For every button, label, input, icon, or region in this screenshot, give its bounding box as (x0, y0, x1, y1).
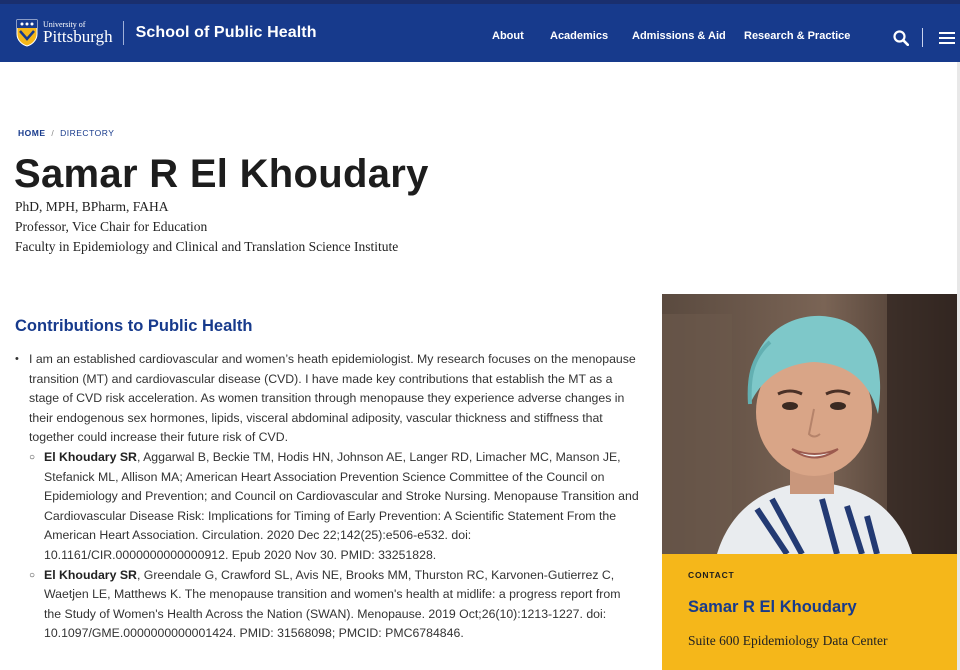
nav-admissions-aid[interactable]: Admissions & Aid (632, 30, 726, 42)
site-header (0, 0, 960, 62)
contact-label: CONTACT (688, 570, 735, 580)
contributions-heading: Contributions to Public Health (15, 317, 253, 335)
breadcrumb (18, 128, 114, 138)
portrait-image (662, 294, 957, 554)
contact-address: Suite 600 Epidemiology Data Center (688, 633, 888, 648)
university-big-text: Pittsburgh (43, 27, 113, 46)
citation-text: , Greendale G, Crawford SL, Avis NE, Brooks MM, Thurston RC, Karvonen-Gutierrez C, Waetjen LE, Matthews K. The menopause transition and women's health at midlife: a progress report from the Study of Women's Health Across the Nation (SWAN). Menopause. 2019 Oct;26(10):1213-1227. doi: 10.1097/GME.0000000000001424. PMID: 31568098; PMCID: PMC6784846. (44, 567, 621, 641)
contribution-summary: I am an established cardiovascular and women’s heath epidemiologist. My research focuses on the menopause transition (MT) and cardiovascular disease (CVD). I have made key contributions that establish the MT as a stage of CVD risk acceleration. As women transition through menopause they experience adverse changes in their endogenous sex hormones, lipids, visceral abdominal adiposity, vascular thickness and stiffness that together could increase their future risk of CVD. (29, 352, 636, 445)
citation-author: El Khoudary SR (44, 567, 137, 582)
university-shield-icon (16, 19, 38, 47)
profile-affiliation: Faculty in Epidemiology and Clinical and Translation Science Institute (15, 239, 399, 254)
breadcrumb-separator: / (51, 128, 55, 138)
circle-bullet-icon: ○ (29, 569, 36, 581)
profile-title: Professor, Vice Chair for Education (15, 219, 208, 234)
breadcrumb-home-link[interactable]: HOME (18, 128, 46, 138)
nav-divider (922, 28, 923, 47)
profile-degrees: PhD, MPH, BPharm, FAHA (15, 199, 169, 214)
contact-card (662, 554, 957, 670)
nav-about[interactable]: About (492, 30, 524, 42)
university-small-text: University of (43, 20, 86, 29)
contributions-list (15, 350, 640, 644)
profile-photo (662, 294, 957, 554)
search-icon[interactable] (893, 30, 909, 46)
university-wordmark (43, 21, 113, 45)
nav-academics[interactable]: Academics (550, 30, 609, 42)
citation-text: , Aggarwal B, Beckie TM, Hodis HN, Johnson AE, Langer RD, Limacher MC, Manson JE, Stefanick ML, Allison MA; American Heart Association Prevention Science Committee of the Council on Epidemiology and Prevention; and Council on Cardiovascular and Stroke Nursing. Menopause Transition and Cardiovascular Disease Risk: Implications for Timing of Early Prevention: A Scientific Statement From the American Heart Association. Circulation. 2020 Dec 22;142(25):e506-e532. doi: 10.1161/CIR.0000000000000912. Epub 2020 Nov 30. PMID: 33251828. (44, 449, 639, 562)
contact-name: Samar R El Khoudary (688, 598, 857, 616)
bullet-icon: • (15, 353, 19, 365)
list-item (15, 350, 640, 644)
citation-author: El Khoudary SR (44, 449, 137, 464)
university-logo[interactable] (16, 13, 113, 53)
circle-bullet-icon: ○ (29, 451, 36, 463)
citation-item (29, 566, 640, 644)
citation-item (29, 448, 640, 566)
profile-credentials (15, 197, 398, 257)
brand-divider (123, 21, 124, 45)
school-name-link[interactable]: School of Public Health (135, 24, 317, 41)
hamburger-menu-icon[interactable] (939, 32, 955, 45)
page-title: Samar R El Khoudary (14, 152, 429, 196)
nav-research-practice[interactable]: Research & Practice (744, 30, 851, 42)
breadcrumb-current[interactable]: DIRECTORY (60, 128, 115, 138)
